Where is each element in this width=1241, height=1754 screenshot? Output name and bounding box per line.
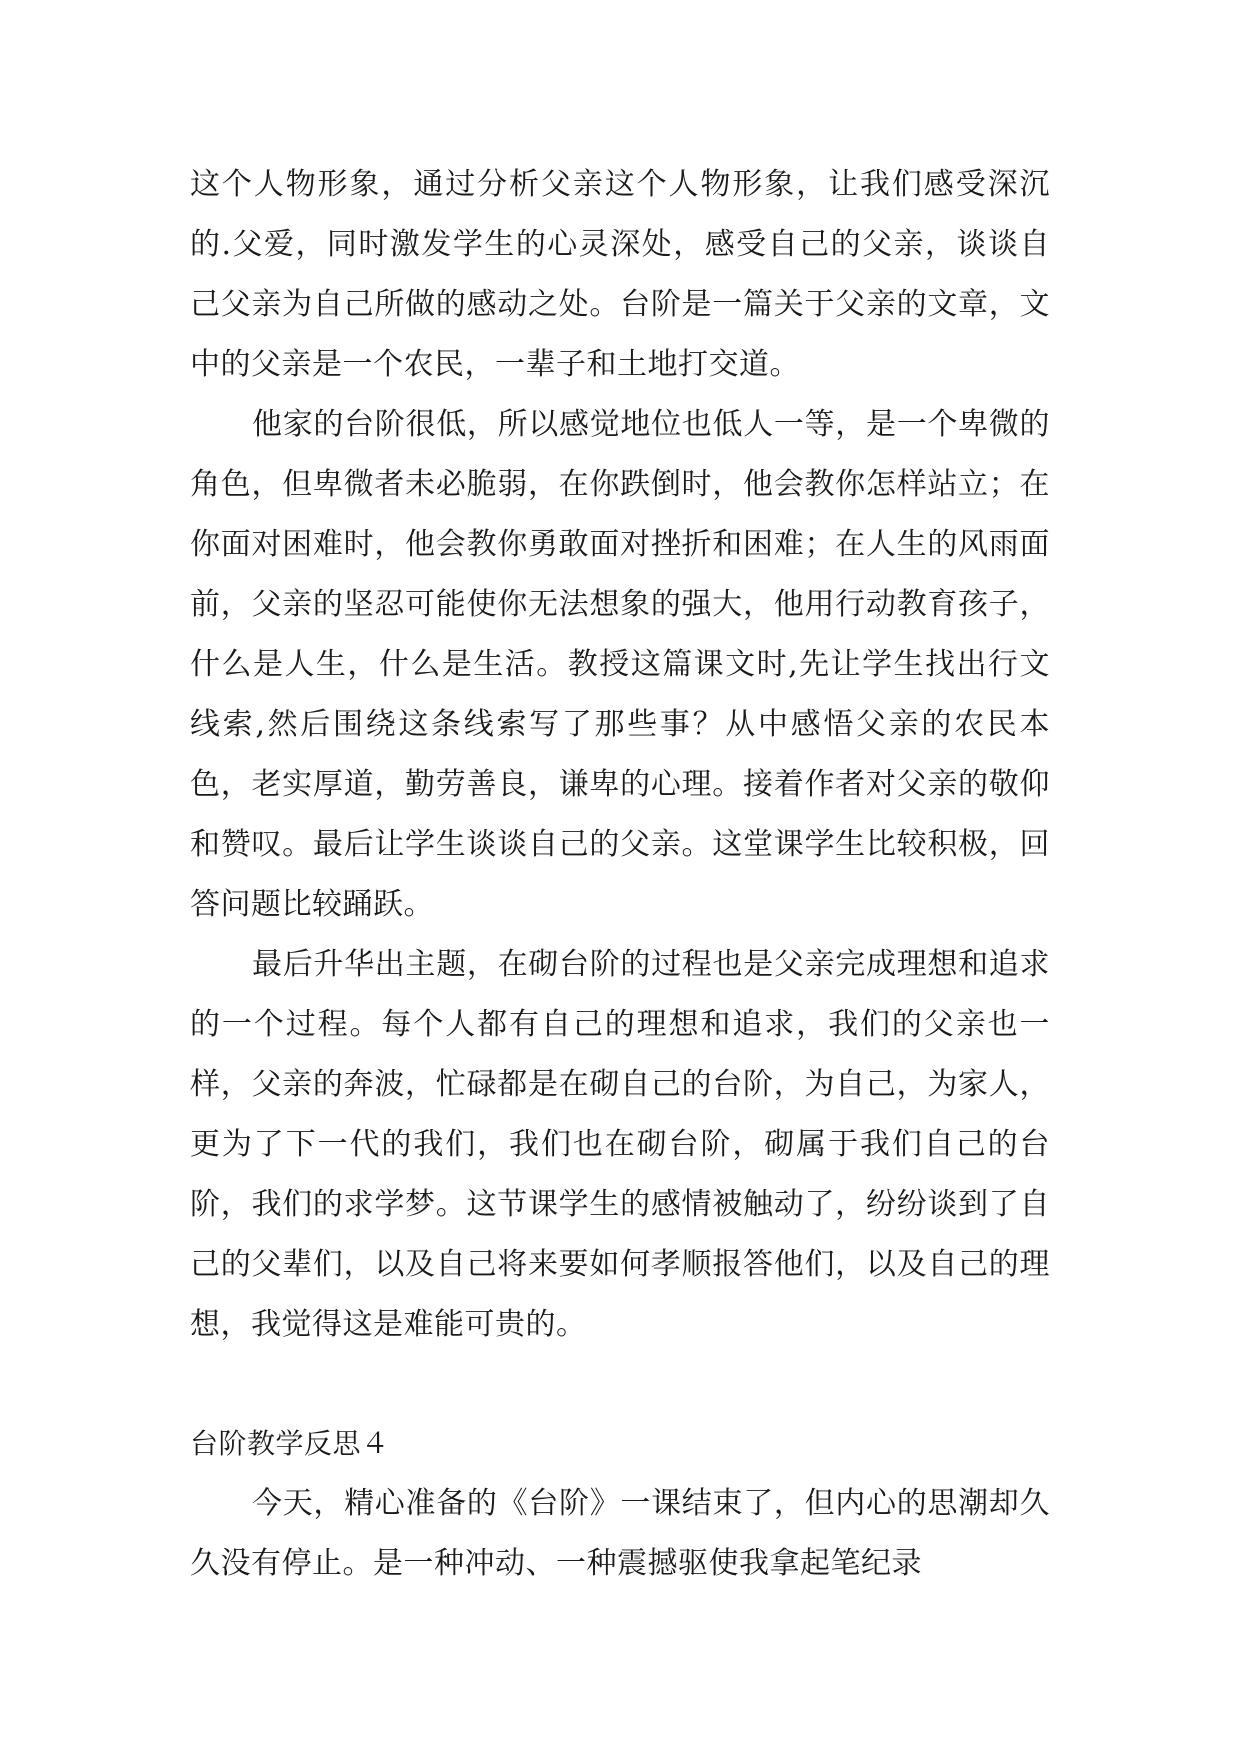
section-title: 台阶教学反思４ [190, 1427, 390, 1460]
paragraph-steps-analysis: 他家的台阶很低，所以感觉地位也低人一等，是一个卑微的角色，但卑微者未必脆弱，在你跌倒时，他会教你怎样站立；在你面对困难时，他会教你勇敢面对挫折和困难；在人生的风雨面前，父亲的坚忍可能使你无法想象的强大，他用行动教育孩子，什么是人生，什么是生活。教授这篇课文时,先让学生找出行文线索,然后围绕这条线索写了那些事？从中感悟父亲的农民本色，老实厚道，勤劳善良，谦卑的心理。接着作者对父亲的敬仰和赞叹。最后让学生谈谈自己的父亲。这堂课学生比较积极，回答问题比较踊跃。 [190, 407, 1050, 922]
document-body [190, 155, 1050, 1594]
paragraph-continuation: 这个人物形象，通过分析父亲这个人物形象，让我们感受深沉的.父爱，同时激发学生的心灵深处，感受自己的父亲，谈谈自己父亲为自己所做的感动之处。台阶是一篇关于父亲的文章，文中的父亲是一个农民，一辈子和土地打交道。 [190, 167, 1050, 382]
paragraph-theme: 最后升华出主题，在砌台阶的过程也是父亲完成理想和追求的一个过程。每个人都有自己的理想和追求，我们的父亲也一样，父亲的奔波，忙碌都是在砌自己的台阶，为自己，为家人，更为了下一代的我们，我们也在砌台阶，砌属于我们自己的台阶，我们的求学梦。这节课学生的感情被触动了，纷纷谈到了自己的父辈们，以及自己将来要如何孝顺报答他们，以及自己的理想，我觉得这是难能可贵的。 [190, 947, 1050, 1342]
paragraph-section-intro: 今天，精心准备的《台阶》一课结束了，但内心的思潮却久久没有停止。是一种冲动、一种震撼驱使我拿起笔纪录 [190, 1486, 1050, 1581]
